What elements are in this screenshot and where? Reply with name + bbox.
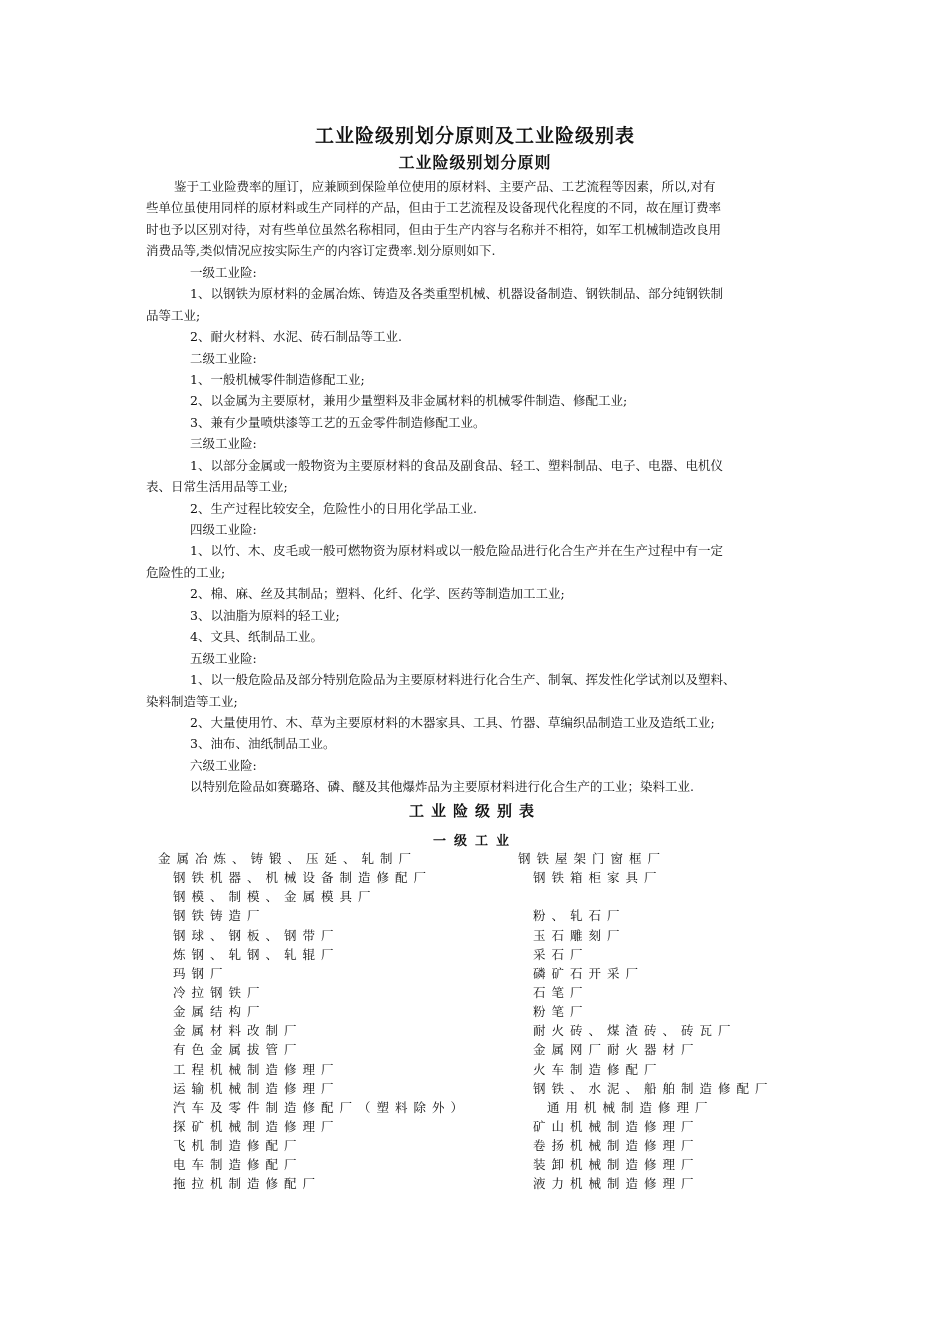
industry-item: 钢铁箱柜家具厂 [533, 870, 663, 886]
principle-line: 六级工业险: [190, 757, 257, 773]
industry-item: 粉、轧石厂 [533, 908, 626, 924]
industry-item: 粉笔厂 [533, 1004, 589, 1020]
industry-item: 钢铁铸造厂 [173, 908, 266, 924]
principle-line: 三级工业险: [190, 436, 257, 452]
industry-item: 矿山机械制造修理厂 [533, 1118, 700, 1134]
principle-line: 2、大量使用竹、木、草为主要原材料的木器家具、工具、竹器、草编织品制造工业及造纸工业; [190, 714, 715, 730]
industry-item: 有色金属拔管厂 [173, 1042, 303, 1058]
principle-line: 一级工业险: [190, 264, 257, 280]
principle-line: 2、以金属为主要原材，兼用少量塑料及非金属材料的机械零件制造、修配工业; [190, 393, 628, 409]
industry-item: 钢铁机器、机械设备制造修配厂 [173, 870, 433, 886]
industry-item: 卷扬机械制造修理厂 [533, 1138, 700, 1154]
principle-line: 3、兼有少量喷烘漆等工艺的五金零件制造修配工业。 [190, 414, 486, 430]
principle-line: 1、以一般危险品及部分特别危险品为主要原材料进行化合生产、制氧、挥发性化学试剂以及塑料、 [190, 672, 736, 688]
industry-item: 钢铁屋架门窗框厂 [518, 851, 667, 866]
principle-line: 1、以部分金属或一般物资为主要原材料的食品及副食品、轻工、塑料制品、电子、电器、电机仪 [190, 457, 723, 473]
industry-item: 拖拉机制造修配厂 [173, 1176, 322, 1192]
principle-line: 五级工业险: [190, 650, 257, 666]
industry-item: 耐火砖、煤渣砖、砖瓦厂 [533, 1023, 737, 1039]
intro-line: 些单位虽使用同样的原材料或生产同样的产品，但由于工艺流程及设备现代化程度的不同，故在厘订费率 [146, 200, 722, 216]
industry-list-right [518, 849, 808, 1194]
document-title: 工业险级别划分原则及工业险级别表 [314, 125, 635, 147]
industry-item: 金属冶炼、铸锻、压延、轧制厂 [158, 851, 418, 866]
principle-line: 二级工业险: [190, 350, 257, 366]
industry-item: 工程机械制造修理厂 [173, 1061, 340, 1077]
industry-item [518, 887, 808, 906]
principle-line: 1、以钢铁为原材料的金属冶炼、铸造及各类重型机械、机器设备制造、钢铁制品、部分纯钢铁制 [190, 286, 723, 302]
industry-item: 钢模、制模、金属模具厂 [173, 889, 377, 905]
industry-item: 磷矿石开采厂 [533, 965, 645, 981]
industry-item: 玉石雕刻厂 [533, 927, 626, 943]
principle-line: 1、以竹、木、皮毛或一般可燃物资为原材料或以一般危险品进行化合生产并在生产过程中有一定 [190, 543, 723, 559]
industry-item: 石笔厂 [533, 984, 589, 1000]
principle-line: 四级工业险: [190, 522, 257, 537]
industry-item: 冷拉钢铁厂 [173, 984, 266, 1000]
level-title: 一级工业 [432, 834, 517, 849]
principle-line: 2、棉、麻、丝及其制品；塑料、化纤、化学、医药等制造加工工业; [190, 586, 565, 602]
principle-line: 染料制造等工业; [146, 693, 238, 709]
intro-line: 消费品等,类似情况应按实际生产的内容订定费率.划分原则如下. [146, 243, 496, 259]
industry-list-left [158, 849, 518, 1194]
table-title: 工业险级别表 [408, 802, 541, 820]
principle-line: 危险性的工业; [146, 564, 226, 580]
industry-item: 装卸机械制造修理厂 [533, 1157, 700, 1173]
industry-item: 运输机械制造修理厂 [173, 1080, 340, 1096]
industry-item: 炼钢、轧钢、轧辊厂 [173, 946, 340, 962]
industry-item: 金属网厂耐火器材厂 [533, 1042, 700, 1058]
industry-item: 采石厂 [533, 946, 589, 962]
industry-item: 钢铁、水泥、船舶制造修配厂 [533, 1080, 774, 1096]
industry-item: 飞机制造修配厂 [173, 1138, 303, 1154]
intro-line: 时也予以区别对待，对有些单位虽然名称相同，但由于生产内容与名称并不相符，如军工机械制造改良用 [146, 221, 722, 237]
industry-item: 玛钢厂 [173, 965, 229, 981]
principle-line: 3、以油脂为原料的轻工业; [190, 607, 340, 623]
industry-item: 探矿机械制造修理厂 [173, 1118, 340, 1134]
principles-text [146, 176, 810, 798]
industry-item: 通用机械制造修理厂 [547, 1099, 714, 1115]
principle-line: 3、油布、油纸制品工业。 [190, 736, 336, 752]
principle-line: 2、生产过程比较安全，危险性小的日用化学品工业. [190, 500, 477, 516]
principle-line: 品等工业; [146, 307, 201, 323]
industry-item: 液力机械制造修理厂 [533, 1176, 700, 1192]
industry-item: 金属结构厂 [173, 1004, 266, 1020]
principle-line: 2、耐火材料、水泥、砖石制品等工业. [190, 329, 402, 345]
principle-line: 4、文具、纸制品工业。 [190, 629, 323, 645]
industry-item: 电车制造修配厂 [173, 1157, 303, 1173]
industry-item: 钢球、钢板、钢带厂 [173, 927, 340, 943]
industry-item: 金属材料改制厂 [173, 1023, 303, 1039]
industry-item: 火车制造修配厂 [533, 1061, 663, 1077]
principle-line: 以特别危险品如赛璐珞、磷、醚及其他爆炸品为主要原材料进行化合生产的工业；染料工业. [190, 779, 694, 795]
intro-line: 鉴于工业险费率的厘订，应兼顾到保险单位使用的原材料、主要产品、工艺流程等因素，所以,对有 [174, 179, 716, 194]
principle-line: 1、一般机械零件制造修配工业; [190, 371, 365, 387]
section-subtitle: 工业险级别划分原则 [398, 153, 552, 172]
principle-line: 表、日常生活用品等工业; [146, 479, 288, 495]
industry-item: 汽车及零件制造修配厂（塑料除外） [173, 1099, 470, 1115]
principle-list [146, 262, 810, 798]
